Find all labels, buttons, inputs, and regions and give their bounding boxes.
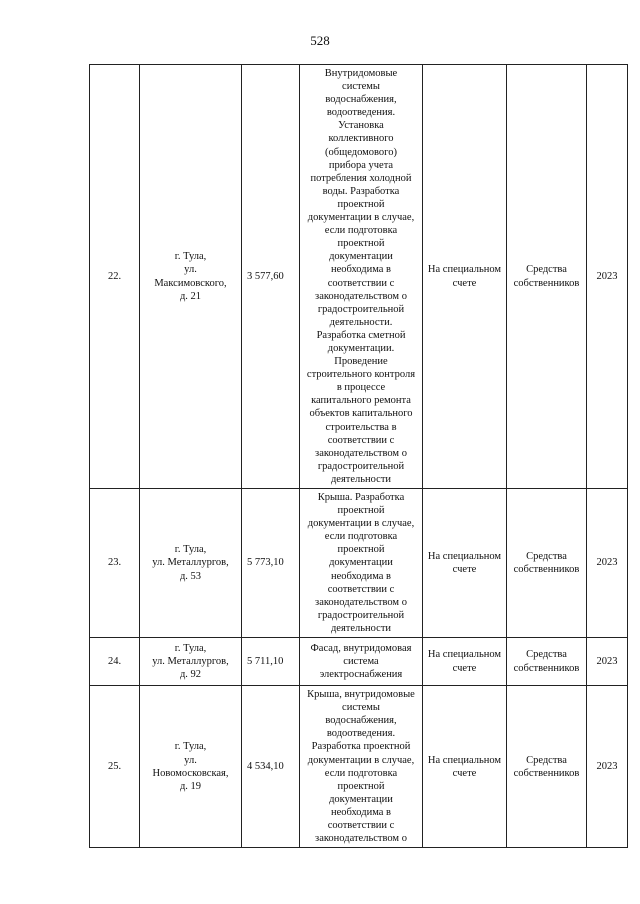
row-number: 22. bbox=[90, 65, 140, 489]
row-number: 24. bbox=[90, 638, 140, 686]
works-cell: Фасад, внутридомовая система электроснабжения bbox=[300, 638, 423, 686]
row-number: 23. bbox=[90, 489, 140, 638]
table-row bbox=[90, 686, 628, 848]
works-cell: Внутридомовые системы водоснабжения, водоотведения. Установка коллективного (общедомового) прибора учета потребления холодной воды. Разработка проектной документации в случае, если подготовка проектной документации необходима в соответствии с законодательством о градостроительной деятельности. Разработка сметной документации. Проведение строительного контроля в процессе капитального ремонта объектов капитального строительства в соответствии с законодательством о градостроительной деятельности bbox=[300, 65, 423, 489]
row-number: 25. bbox=[90, 686, 140, 848]
table-row bbox=[90, 489, 628, 638]
area-cell: 5 773,10 bbox=[242, 489, 300, 638]
works-cell: Крыша. Разработка проектной документации в случае, если подготовка проектной документации необходима в соответствии с законодательством о градостроительной деятельности bbox=[300, 489, 423, 638]
area-cell: 3 577,60 bbox=[242, 65, 300, 489]
works-cell: Крыша, внутридомовые системы водоснабжения, водоотведения. Разработка проектной документации в случае, если подготовка проектной документации необходима в соответствии с законодательством о bbox=[300, 686, 423, 848]
address-cell: г. Тула, ул. Металлургов, д. 53 bbox=[140, 489, 242, 638]
method-cell: На специальном счете bbox=[423, 638, 507, 686]
area-cell: 4 534,10 bbox=[242, 686, 300, 848]
table-row bbox=[90, 638, 628, 686]
source-cell: Средства собственников bbox=[507, 65, 587, 489]
year-cell: 2023 bbox=[587, 65, 628, 489]
year-cell: 2023 bbox=[587, 686, 628, 848]
method-cell: На специальном счете bbox=[423, 686, 507, 848]
source-cell: Средства собственников bbox=[507, 686, 587, 848]
address-cell: г. Тула, ул. Металлургов, д. 92 bbox=[140, 638, 242, 686]
table-row bbox=[90, 65, 628, 489]
page-number: 528 bbox=[310, 33, 330, 48]
source-cell: Средства собственников bbox=[507, 489, 587, 638]
method-cell: На специальном счете bbox=[423, 65, 507, 489]
source-cell: Средства собственников bbox=[507, 638, 587, 686]
address-cell: г. Тула, ул. Новомосковская, д. 19 bbox=[140, 686, 242, 848]
area-cell: 5 711,10 bbox=[242, 638, 300, 686]
method-cell: На специальном счете bbox=[423, 489, 507, 638]
capital-repair-table bbox=[89, 64, 628, 848]
address-cell: г. Тула, ул. Максимовского, д. 21 bbox=[140, 65, 242, 489]
year-cell: 2023 bbox=[587, 638, 628, 686]
year-cell: 2023 bbox=[587, 489, 628, 638]
